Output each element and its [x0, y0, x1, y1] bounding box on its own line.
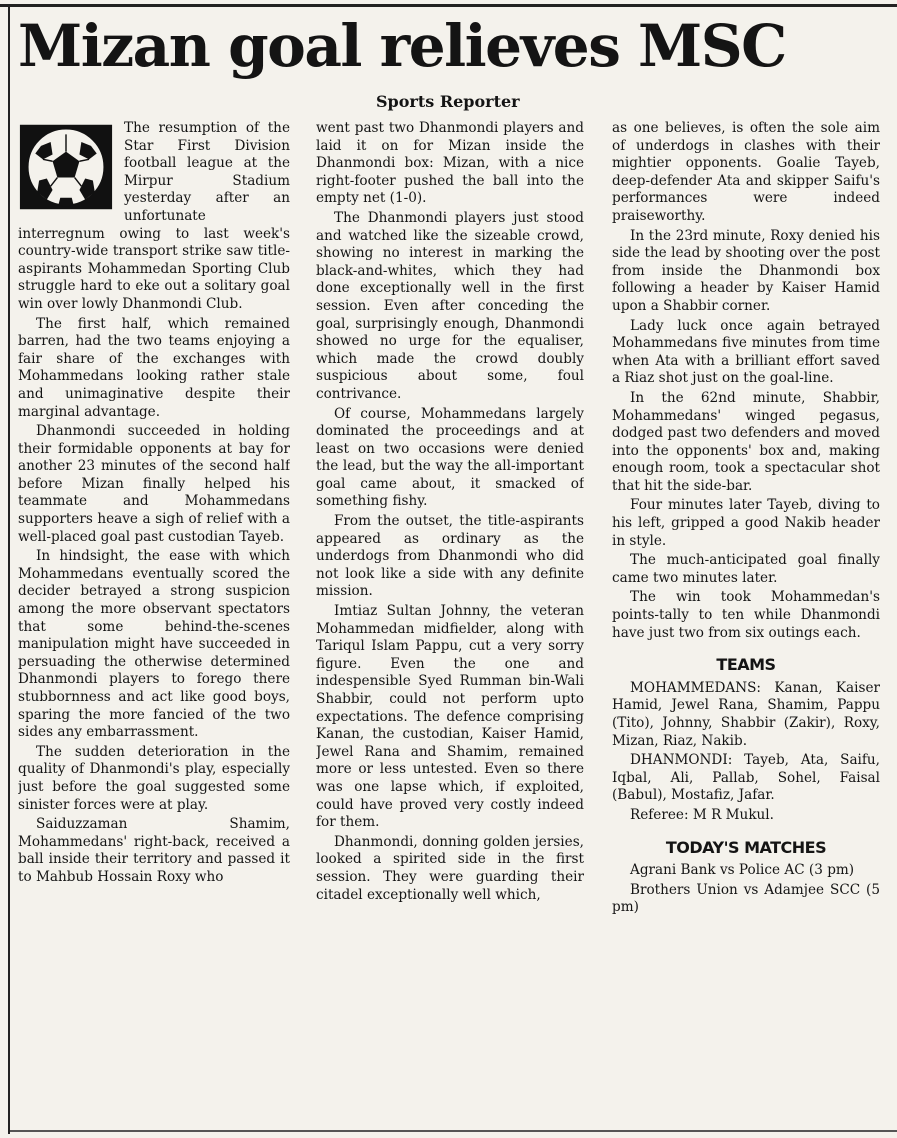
- paragraph: Dhanmondi, donning golden jersies, looked a spirited side in the first session. They were guarding their citadel exceptionally well which,: [316, 833, 584, 903]
- paragraph: The win took Mohammedan's points-tally to ten while Dhanmondi have just two from six outings each.: [612, 589, 880, 641]
- paragraph: Imtiaz Sultan Johnny, the veteran Mohammedan midfielder, along with Tariqul Islam Pappu, cut a very sorry figure. Even the one and indespensible Syed Rumman bin-Wali Shabbir, could not perform upto expectations. The defence comprising Kanan, the custodian, Kaiser Hamid, Jewel Rana and Shamim, remained more or less untested. Even so there was one lapse which, if exploited, could have proved very costly indeed for them.: [316, 603, 584, 831]
- teams-dhanmondi: DHANMONDI: Tayeb, Ata, Saifu, Iqbal, Ali, Pallab, Sohel, Faisal (Babul), Mostafiz, Jafar.: [612, 752, 880, 804]
- paragraph: went past two Dhanmondi players and laid it on for Mizan inside the Dhanmondi box: Mizan, with a nice right-footer pushed the ball into the empty net (1-0).: [316, 120, 584, 207]
- paragraph: Dhanmondi succeeded in holding their formidable opponents at bay for another 23 minutes of the second half before Mizan finally helped his teammate and Mohammedans supporters heave a sigh of relief with a well-placed goal past custodian Tayeb.: [18, 423, 290, 545]
- paragraph: as one believes, is often the sole aim of underdogs in clashes with their mightier opponents. Goalie Tayeb, deep-defender Ata and skipper Saifu's performances were indeed praiseworthy.: [612, 120, 880, 224]
- left-rule: [8, 4, 10, 1134]
- paragraph: The sudden deterioration in the quality of Dhanmondi's play, especially just before the goal suggested some sinister forces were at play.: [18, 743, 290, 813]
- teams-mohammedans: MOHAMMEDANS: Kanan, Kaiser Hamid, Jewel Rana, Shamim, Pappu (Tito), Johnny, Shabbir (Zakir), Roxy, Mizan, Riaz, Nakib.: [612, 679, 880, 749]
- referee: Referee: M R Mukul.: [630, 806, 774, 823]
- match-item: Brothers Union vs Adamjee SCC (5 pm): [612, 881, 880, 916]
- paragraph: Lady luck once again betrayed Mohammedans five minutes from time when Ata with a brilliant effort saved a Riaz shot just on the goal-line.: [612, 317, 880, 387]
- teams-heading: TEAMS: [716, 655, 776, 675]
- headline: Mizan goal relieves MSC: [18, 12, 786, 80]
- bottom-rule: [10, 1130, 897, 1132]
- paragraph: Of course, Mohammedans largely dominated the proceedings and at least on two occasions were denied the lead, but the way the all-important goal came about, it smacked of something fishy.: [316, 405, 584, 510]
- paragraph: In hindsight, the ease with which Mohammedans eventually scored the decider betrayed a strong suspicion among the more observant spectators that some behind-the-scenes manipulation might have succeeded in persuading the otherwise determined Dhanmondi players to forego there stubbornness and act like good boys, sparing the more fancied of the two sides any embarrassment.: [18, 548, 290, 741]
- byline: Sports Reporter: [376, 92, 520, 111]
- paragraph: The first half, which remained barren, had the two teams enjoying a fair share of the exchanges with Mohammedans looking rather stale and unimaginative despite their marginal advantage.: [18, 315, 290, 420]
- column-2: [316, 120, 584, 1120]
- paragraph: The resumption of the Star First Division football league at the Mirpur Stadium yesterday after an unfortunate interregnum owing to last week's country-wide transport strike saw title-aspirants Mohammedan Sporting Club struggle hard to eke out a solitary goal win over lowly Dhanmondi Club.: [18, 120, 290, 312]
- match-item: Agrani Bank vs Police AC (3 pm): [630, 862, 855, 879]
- paragraph: The Dhanmondi players just stood and watched like the sizeable crowd, showing no interest in marking the black-and-whites, which they had done exceptionally well in the first session. Even after conceding the goal, surprisingly enough, Dhanmondi showed no urge for the equaliser, which made the crowd doubly suspicious about some, foul contrivance.: [316, 209, 584, 402]
- paragraph: In the 23rd minute, Roxy denied his side the lead by shooting over the post from inside the Dhanmondi box following a header by Kaiser Hamid upon a Shabbir corner.: [612, 227, 880, 314]
- paragraph: Four minutes later Tayeb, diving to his left, gripped a good Nakib header in style.: [612, 497, 880, 549]
- paragraph: Saiduzzaman Shamim, Mohammedans' right-back, received a ball inside their territory and passed it to Mahbub Hossain Roxy who: [18, 816, 290, 885]
- matches-heading: TODAY'S MATCHES: [665, 837, 827, 857]
- paragraph: From the outset, the title-aspirants appeared as ordinary as the underdogs from Dhanmondi who did not look like a side with any definite mission.: [316, 513, 584, 600]
- paragraph: In the 62nd minute, Shabbir, Mohammedans' winged pegasus, dodged past two defenders and moved into the opponents' box and, making enough room, took a spectacular shot that hit the side-bar.: [612, 389, 880, 494]
- column-1: [18, 120, 290, 1120]
- football-icon: [18, 122, 114, 212]
- paragraph: The much-anticipated goal finally came two minutes later.: [612, 552, 880, 586]
- column-3: [612, 120, 880, 1120]
